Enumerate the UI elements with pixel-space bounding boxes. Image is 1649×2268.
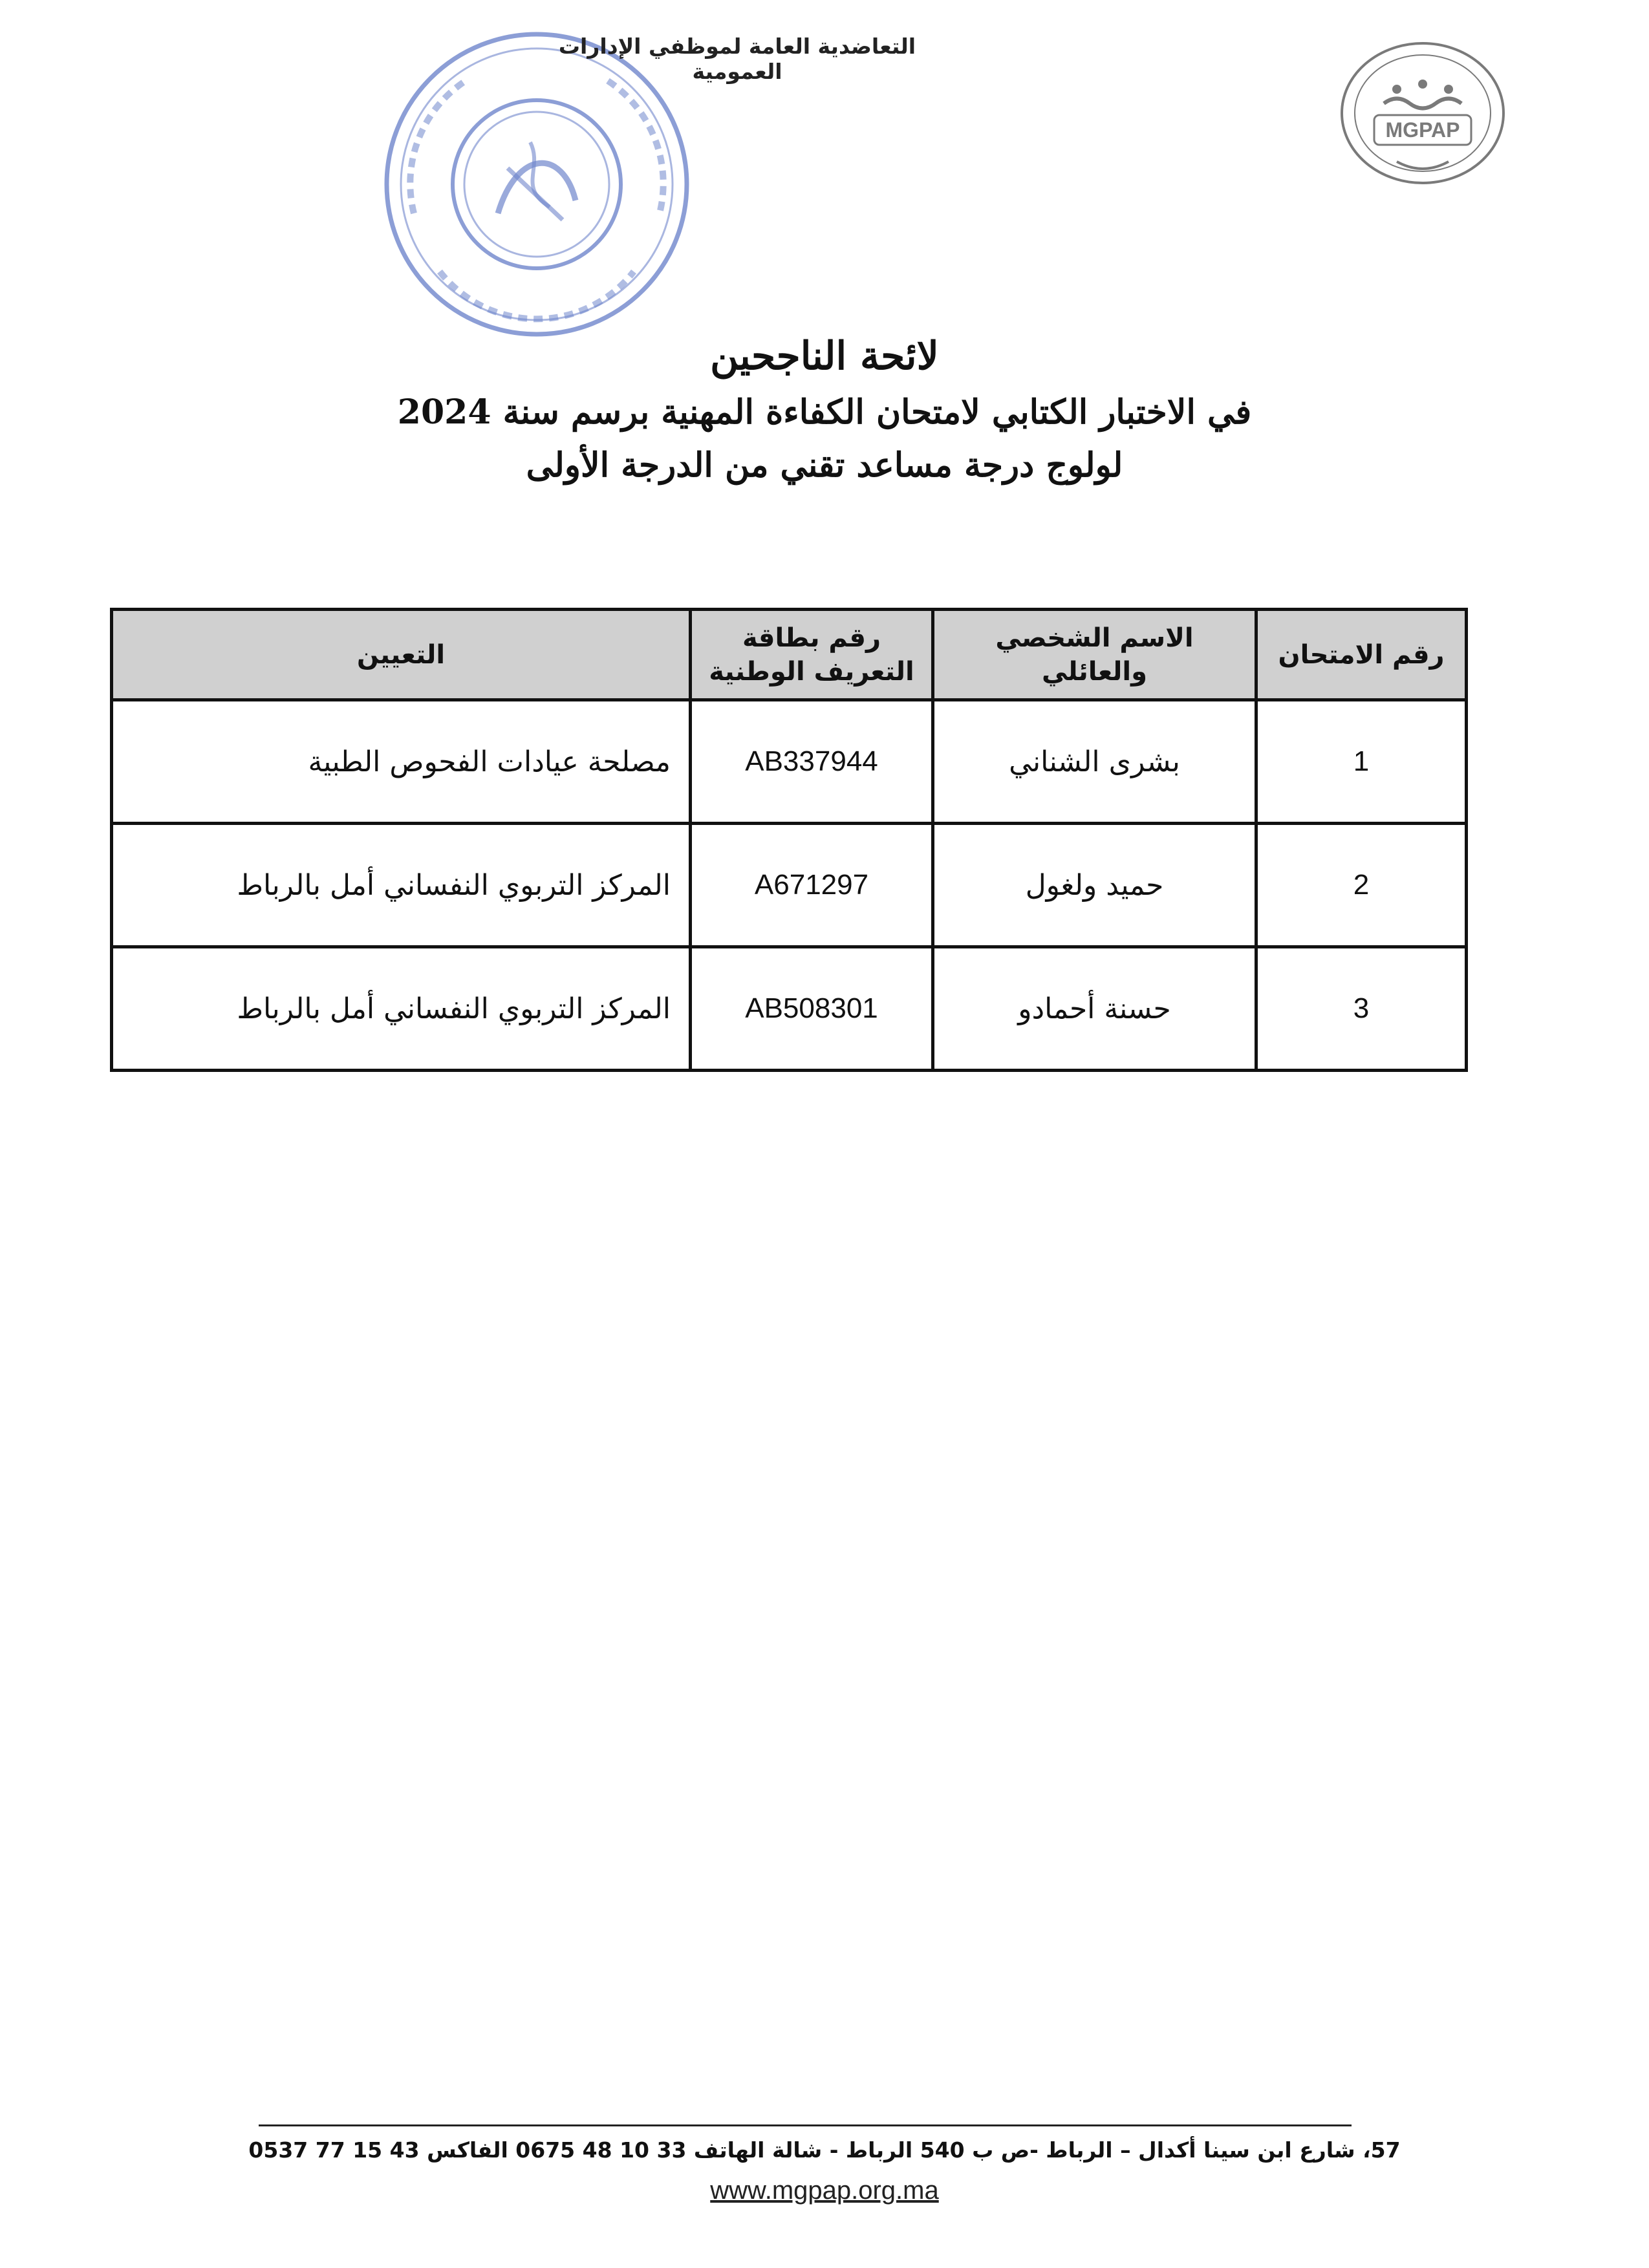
title-line-1: لائحة الناجحين	[710, 334, 939, 379]
header-full-name: الاسم الشخصي والعائلي	[933, 610, 1256, 700]
results-table	[110, 608, 1468, 1072]
cell-exam-number: 2	[1256, 824, 1467, 947]
cell-assignment: المركز التربوي النفساني أمل بالرباط	[112, 947, 691, 1071]
header-exam-number: رقم الامتحان	[1256, 610, 1467, 700]
organization-name: التعاضدية العامة لموظفي الإدارات العمومية	[558, 34, 916, 84]
header-national-id: رقم بطاقة التعريف الوطنية	[691, 610, 933, 700]
footer-divider	[259, 2124, 1352, 2126]
table-row	[112, 824, 1467, 947]
logo-text: MGPAP	[1385, 118, 1460, 142]
header-assignment: التعيين	[112, 610, 691, 700]
cell-full-name: حسنة أحمادو	[933, 947, 1256, 1071]
title-line-2: في الاختبار الكتابي لامتحان الكفاءة المهنية برسم سنة 2024	[397, 392, 1252, 432]
document-title	[194, 326, 1455, 492]
cell-national-id: AB508301	[691, 947, 933, 1071]
cell-exam-number: 1	[1256, 700, 1467, 824]
table-row	[112, 947, 1467, 1071]
cell-national-id: A671297	[691, 824, 933, 947]
mgpap-logo	[1300, 32, 1546, 200]
footer-address: 57، شارع ابن سينا أكدال – الرباط -ص ب 540 الرباط - شالة الهاتف 33 10 48 0675 الفاكس 43 15 77 0537	[248, 2137, 1401, 2163]
cell-assignment: المركز التربوي النفساني أمل بالرباط	[112, 824, 691, 947]
cell-national-id: AB337944	[691, 700, 933, 824]
table-header-row	[112, 610, 1467, 700]
cell-full-name: حميد ولغول	[933, 824, 1256, 947]
title-line-3: لولوج درجة مساعد تقني من الدرجة الأولى	[526, 445, 1123, 485]
cell-exam-number: 3	[1256, 947, 1467, 1071]
cell-assignment: مصلحة عيادات الفحوص الطبية	[112, 700, 691, 824]
footer-website-link[interactable]: www.mgpap.org.ma	[710, 2176, 939, 2205]
cell-full-name: بشرى الشناني	[933, 700, 1256, 824]
table-row	[112, 700, 1467, 824]
